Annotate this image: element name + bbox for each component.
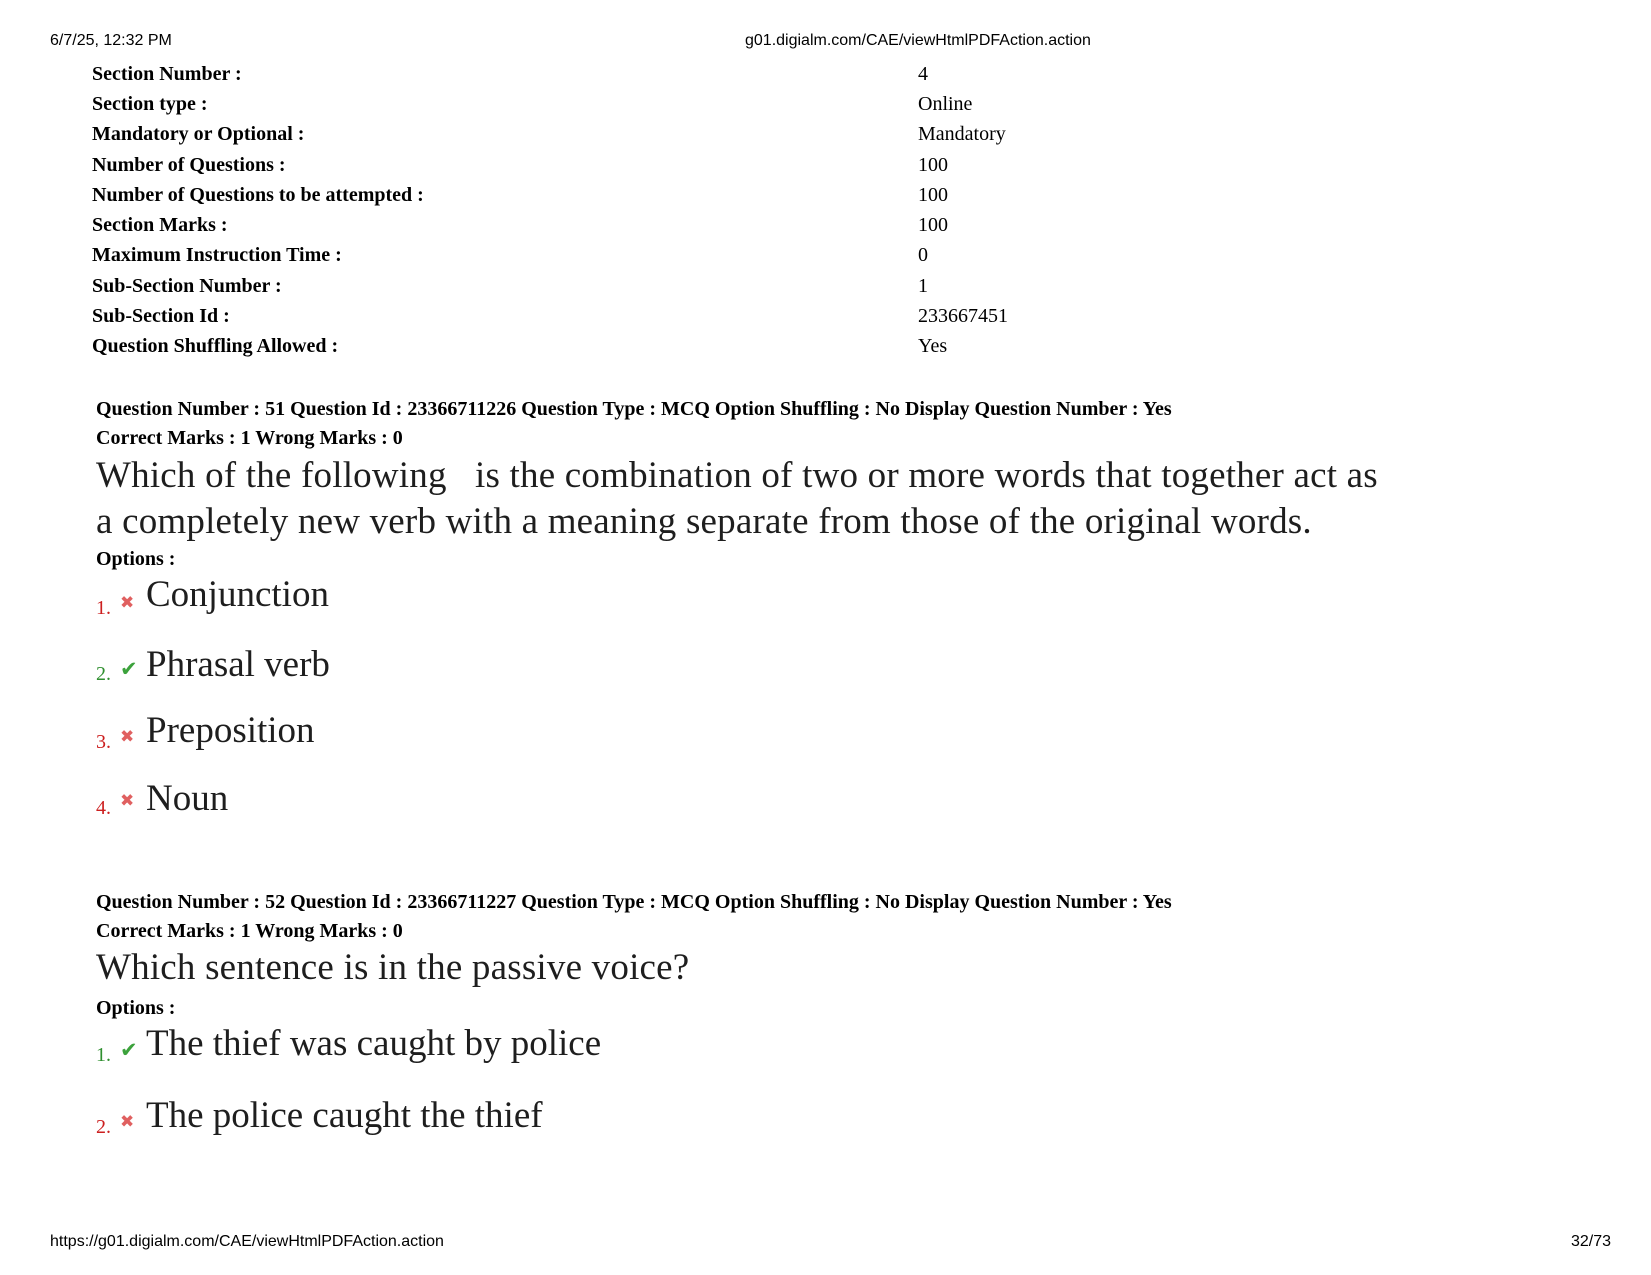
option-number: 4. xyxy=(96,797,111,819)
question-text-line: Which of the following is the combination of two or more words that together act as xyxy=(96,455,1378,496)
section-info-label: Number of Questions to be attempted : xyxy=(92,183,424,206)
check-icon: ✔ xyxy=(120,657,138,681)
cross-icon: ✖ xyxy=(120,727,135,747)
question-block xyxy=(96,395,1596,853)
question-meta: Question Number : 51 Question Id : 23366711226 Question Type : MCQ Option Shuffling : No Display Question Number : Yes xyxy=(96,398,1172,420)
question-marks: Correct Marks : 1 Wrong Marks : 0 xyxy=(96,920,403,942)
section-info-value: 100 xyxy=(918,183,948,206)
section-info-table xyxy=(92,59,1008,362)
options-label: Options : xyxy=(96,548,176,570)
section-info-label: Sub-Section Id : xyxy=(92,305,230,328)
section-info-row xyxy=(92,210,1008,240)
section-info-label: Maximum Instruction Time : xyxy=(92,244,342,267)
option-item xyxy=(96,1022,1596,1096)
question-block xyxy=(96,888,1596,1166)
section-info-row xyxy=(92,241,1008,271)
section-info-label: Section type : xyxy=(92,92,208,115)
options-label: Options : xyxy=(96,997,176,1019)
section-info-label: Section Marks : xyxy=(92,214,228,237)
page-counter: 32/73 xyxy=(1570,1233,1611,1250)
section-info-value: 100 xyxy=(918,153,948,176)
section-info-label: Number of Questions : xyxy=(92,153,286,176)
section-info-row xyxy=(92,301,1008,331)
section-info-value: Online xyxy=(918,92,973,115)
section-info-row xyxy=(92,89,1008,119)
question-text-line: a completely new verb with a meaning separate from those of the original words. xyxy=(96,501,1312,542)
question-text-line: Which sentence is in the passive voice? xyxy=(96,947,690,988)
option-text: The police caught the thief xyxy=(146,1095,543,1136)
option-number: 2. xyxy=(96,1116,111,1138)
option-item xyxy=(96,643,1596,711)
section-info-row xyxy=(92,150,1008,180)
section-info-row xyxy=(92,59,1008,89)
cross-icon: ✖ xyxy=(120,593,135,613)
option-number: 1. xyxy=(96,1044,111,1066)
question-marks: Correct Marks : 1 Wrong Marks : 0 xyxy=(96,427,403,449)
section-info-row xyxy=(92,120,1008,150)
section-info-value: Yes xyxy=(918,335,948,358)
section-info-label: Question Shuffling Allowed : xyxy=(92,335,339,358)
print-header xyxy=(0,32,1651,54)
option-number: 1. xyxy=(96,597,111,619)
option-text: Phrasal verb xyxy=(146,644,330,685)
print-header-url: g01.digialm.com/CAE/viewHtmlPDFAction.action xyxy=(745,32,1091,49)
section-info-value: Mandatory xyxy=(918,123,1006,146)
question-meta: Question Number : 52 Question Id : 23366711227 Question Type : MCQ Option Shuffling : No Display Question Number : Yes xyxy=(96,891,1172,913)
section-info-row xyxy=(92,271,1008,301)
print-footer xyxy=(0,1233,1651,1255)
print-footer-url: https://g01.digialm.com/CAE/viewHtmlPDFAction.action xyxy=(50,1233,444,1250)
section-info-row xyxy=(92,180,1008,210)
section-info-value: 1 xyxy=(918,274,928,297)
section-info-value: 233667451 xyxy=(918,305,1008,328)
section-info-row xyxy=(92,332,1008,362)
print-datetime: 6/7/25, 12:32 PM xyxy=(50,32,172,49)
option-item xyxy=(96,711,1596,783)
option-item xyxy=(96,778,1596,853)
check-icon: ✔ xyxy=(120,1038,138,1062)
option-text: Preposition xyxy=(146,710,315,751)
option-item xyxy=(96,573,1596,643)
option-item xyxy=(96,1096,1596,1166)
section-info-value: 4 xyxy=(918,62,928,85)
section-info-label: Section Number : xyxy=(92,62,242,85)
section-info-value: 0 xyxy=(918,244,928,267)
cross-icon: ✖ xyxy=(120,1112,135,1132)
option-text: Noun xyxy=(146,778,229,819)
option-text: The thief was caught by police xyxy=(146,1023,602,1064)
option-number: 3. xyxy=(96,731,111,753)
section-info-label: Sub-Section Number : xyxy=(92,274,282,297)
option-number: 2. xyxy=(96,663,111,685)
option-text: Conjunction xyxy=(146,574,329,615)
section-info-value: 100 xyxy=(918,214,948,237)
cross-icon: ✖ xyxy=(120,791,135,811)
section-info-label: Mandatory or Optional : xyxy=(92,123,305,146)
